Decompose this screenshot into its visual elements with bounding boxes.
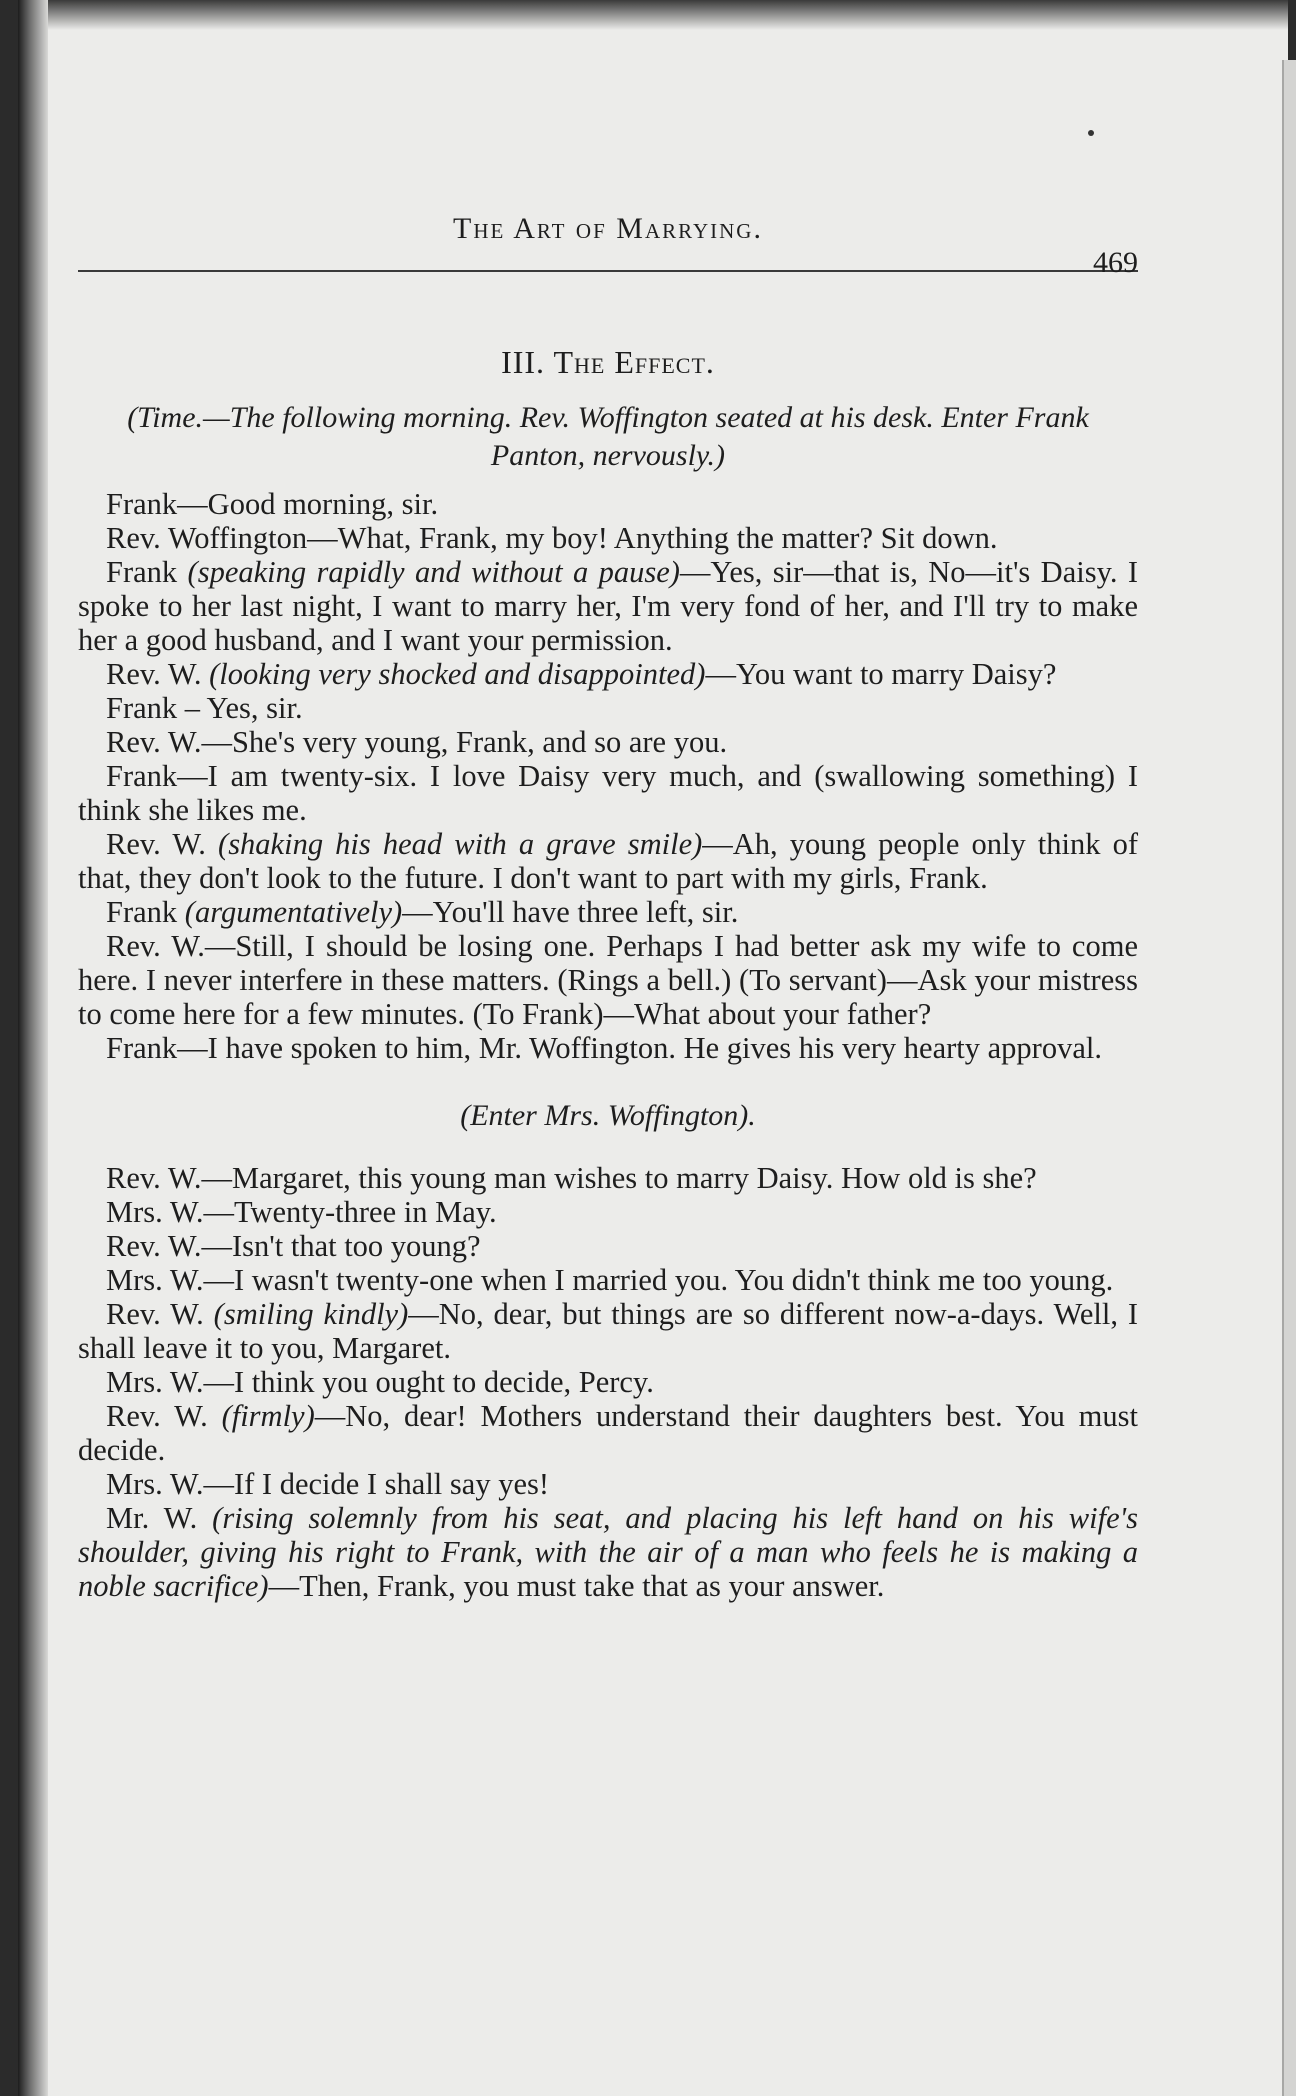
dialogue-line bbox=[78, 1263, 1138, 1297]
speech-text: —No, dear, but things are so different now-a-days. Well, I shall leave it to you, Margaret. bbox=[78, 1297, 1139, 1365]
speech-text: —I wasn't twenty-one when I married you. You didn't think me too young. bbox=[203, 1263, 1114, 1297]
page-number: 469 bbox=[1093, 246, 1138, 279]
dialogue-line bbox=[78, 725, 1138, 759]
speech-text: —Margaret, this young man wishes to marry Daisy. How old is she? bbox=[201, 1161, 1037, 1195]
stage-direction: (argumentatively) bbox=[184, 895, 403, 929]
stage-direction: (looking very shocked and disappointed) bbox=[209, 657, 706, 691]
speaker-name: Frank bbox=[106, 895, 178, 929]
speaker-name: Mrs. W. bbox=[106, 1467, 204, 1501]
section-title: III. The Effect. bbox=[501, 344, 715, 380]
page-content bbox=[78, 200, 1138, 1603]
dialogue-line bbox=[78, 521, 1138, 555]
speaker-name: Mrs. W. bbox=[106, 1195, 204, 1229]
speaker-name: Rev. W. bbox=[106, 657, 202, 691]
dialogue-line bbox=[78, 555, 1138, 657]
speaker-name: Rev. W. bbox=[106, 929, 205, 963]
stage-direction: (smiling kindly) bbox=[213, 1297, 409, 1331]
speech-text: —No, dear! Mothers understand their daughters best. You must decide. bbox=[78, 1399, 1138, 1467]
speech-text: —I am twenty-six. I love Daisy very much, and (swallowing something) I think she likes me. bbox=[78, 759, 1138, 827]
dialogue-line bbox=[78, 1161, 1138, 1195]
speech-text: —Still, I should be losing one. Perhaps I had better ask my wife to come here. I never interfere in these matters. (Rings a bell.) (To servant)—Ask your mistress to come here for a few minutes. (To Frank)—What about your father? bbox=[78, 929, 1138, 1031]
speech-text: —You want to marry Daisy? bbox=[705, 657, 1057, 691]
speaker-name: Frank bbox=[106, 691, 178, 725]
entrance-stage-direction: (Enter Mrs. Woffington). bbox=[460, 1099, 756, 1132]
speaker-name: Rev. W. bbox=[106, 1399, 208, 1433]
stage-direction: (speaking rapidly and without a pause) bbox=[187, 555, 680, 589]
page-stack-edge bbox=[1282, 60, 1296, 2096]
dialogue-line bbox=[78, 691, 1138, 725]
speaker-name: Mrs. W. bbox=[106, 1365, 204, 1399]
speaker-name: Frank bbox=[106, 1031, 178, 1065]
speech-text: —Good morning, sir. bbox=[177, 487, 439, 521]
speech-text: —I think you ought to decide, Percy. bbox=[203, 1365, 654, 1399]
speech-text: —Twenty-three in May. bbox=[203, 1195, 497, 1229]
speaker-name: Frank bbox=[106, 555, 178, 589]
dialogue-line bbox=[78, 895, 1138, 929]
speech-text: —What, Frank, my boy! Anything the matter? Sit down. bbox=[307, 521, 998, 555]
speech-text: —Isn't that too young? bbox=[201, 1229, 481, 1263]
dialogue-line bbox=[78, 1297, 1138, 1365]
speaker-name: Mr. W. bbox=[106, 1501, 198, 1535]
stage-direction: (shaking his head with a grave smile) bbox=[218, 827, 703, 861]
dialogue-line bbox=[78, 487, 1138, 521]
scan-shadow bbox=[18, 0, 1288, 30]
opening-stage-direction: (Time.—The following morning. Rev. Woffington seated at his desk. Enter Frank Panton, nervously.) bbox=[127, 401, 1089, 472]
speaker-name: Rev. W. bbox=[106, 827, 206, 861]
dialogue-line bbox=[78, 1365, 1138, 1399]
speech-text: —I have spoken to him, Mr. Woffington. He gives his very hearty approval. bbox=[177, 1031, 1102, 1065]
speaker-name: Rev. Woffington bbox=[106, 521, 308, 555]
speaker-name: Rev. W. bbox=[106, 1161, 202, 1195]
dialogue-line bbox=[78, 657, 1138, 691]
stage-direction: (rising solemnly from his seat, and placing his left hand on his wife's shoulder, giving his right to Frank, with the air of a man who feels he is making a noble sacrifice) bbox=[78, 1501, 1139, 1603]
speech-text: —Yes, sir—that is, No—it's Daisy. I spoke to her last night, I want to marry her, I'm very fond of her, and I'll try to make her a good husband, and I want your permission. bbox=[78, 555, 1139, 657]
dialogue-line bbox=[78, 1501, 1138, 1603]
speaker-name: Mrs. W. bbox=[106, 1263, 204, 1297]
speaker-name: Rev. W. bbox=[106, 1297, 204, 1331]
book-gutter-shadow bbox=[18, 0, 48, 2096]
dialogue-line bbox=[78, 929, 1138, 1031]
book-page bbox=[18, 0, 1288, 2096]
dialogue-line bbox=[78, 759, 1138, 827]
speech-text: – Yes, sir. bbox=[177, 691, 303, 725]
speech-text: —She's very young, Frank, and so are you. bbox=[201, 725, 728, 759]
speech-text: —You'll have three left, sir. bbox=[402, 895, 739, 929]
dialogue-line bbox=[78, 1031, 1138, 1065]
dialogue-line bbox=[78, 1229, 1138, 1263]
dialogue-line bbox=[78, 827, 1138, 895]
speech-text: —Then, Frank, you must take that as your answer. bbox=[268, 1569, 885, 1603]
dialogue-line bbox=[78, 1195, 1138, 1229]
dialogue-line bbox=[78, 1467, 1138, 1501]
speaker-name: Frank bbox=[106, 487, 178, 521]
speech-text: —If I decide I shall say yes! bbox=[203, 1467, 550, 1501]
ink-speck bbox=[1088, 130, 1094, 136]
speech-text: —Ah, young people only think of that, they don't look to the future. I don't want to part with my girls, Frank. bbox=[78, 827, 1138, 895]
stage-direction: (firmly) bbox=[221, 1399, 315, 1433]
speaker-name: Rev. W. bbox=[106, 725, 202, 759]
running-title: The Art of Marrying. bbox=[453, 212, 763, 245]
speaker-name: Rev. W. bbox=[106, 1229, 202, 1263]
running-header bbox=[78, 200, 1138, 279]
dialogue-line bbox=[78, 1399, 1138, 1467]
speaker-name: Frank bbox=[106, 759, 178, 793]
dialogue-block-b bbox=[78, 1161, 1138, 1603]
dialogue-block-a bbox=[78, 487, 1138, 1065]
